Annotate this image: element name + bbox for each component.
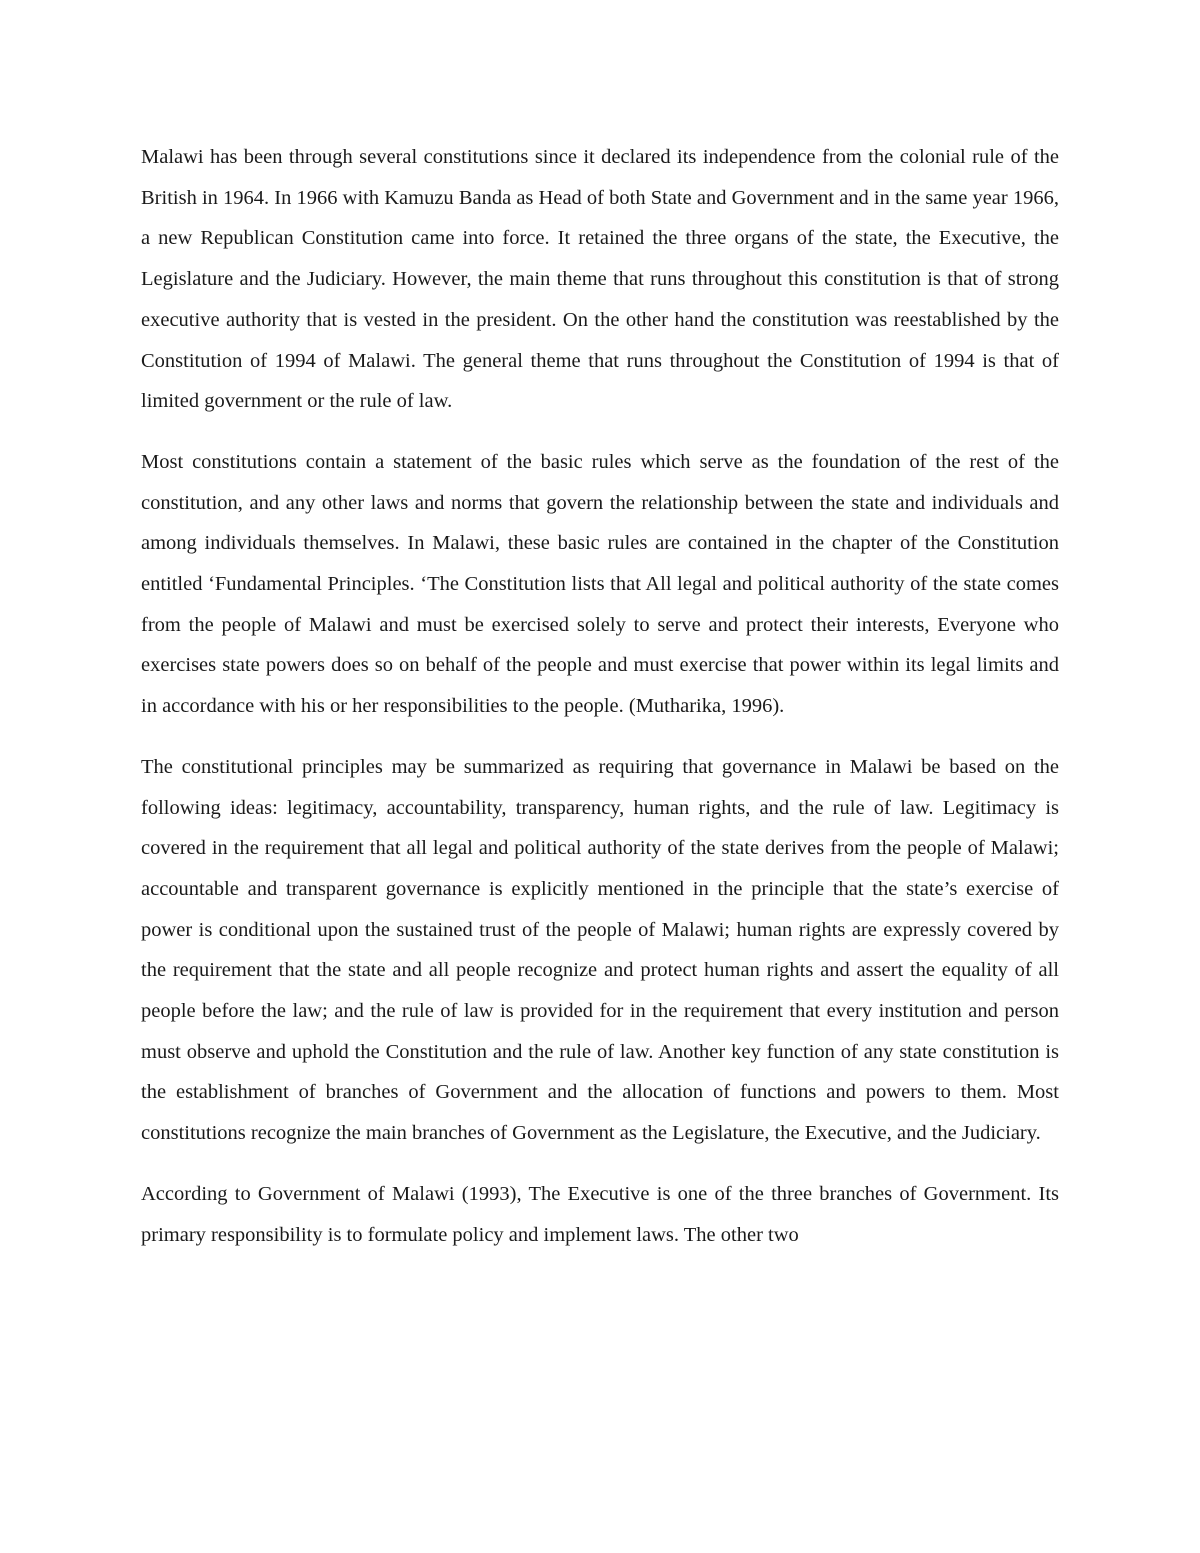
paragraph-fundamental-principles: Most constitutions contain a statement of the basic rules which serve as the foundation of the rest of the constitution, and any other laws and norms that govern the relationship between the state and individuals and among individuals themselves. In Malawi, these basic rules are contained in the chapter of the Constitution entitled ‘Fundamental Principles. ‘The Constitution lists that All legal and political authority of the state comes from the people of Malawi and must be exercised solely to serve and protect their interests, Everyone who exercises state powers does so on behalf of the people and must exercise that power within its legal limits and in accordance with his or her responsibilities to the people. (Mutharika, 1996). (141, 450, 1059, 718)
paragraph-governance-principles: The constitutional principles may be summarized as requiring that governance in Malawi be based on the following ideas: legitimacy, accountability, transparency, human rights, and the rule of law. Legitimacy is covered in the requirement that all legal and political authority of the state derives from the people of Malawi; accountable and transparent governance is explicitly mentioned in the principle that the state’s exercise of power is conditional upon the sustained trust of the people of Malawi; human rights are expressly covered by the requirement that the state and all people recognize and protect human rights and assert the equality of all people before the law; and the rule of law is provided for in the requirement that every institution and person must observe and uphold the Constitution and the rule of law. Another key function of any state constitution is the establishment of branches of Government and the allocation of functions and powers to them. Most constitutions recognize the main branches of Government as the Legislature, the Executive, and the Judiciary. (141, 755, 1059, 1145)
paragraph-constitution-history: Malawi has been through several constitutions since it declared its independence from the colonial rule of the British in 1964. In 1966 with Kamuzu Banda as Head of both State and Government and in the same year 1966, a new Republican Constitution came into force. It retained the three organs of the state, the Executive, the Legislature and the Judiciary. However, the main theme that runs throughout this constitution is that of strong executive authority that is vested in the president. On the other hand the constitution was reestablished by the Constitution of 1994 of Malawi. The general theme that runs throughout the Constitution of 1994 is that of limited government or the rule of law. (141, 146, 1059, 413)
paragraph-executive-branch: According to Government of Malawi (1993), The Executive is one of the three branches of Government. Its primary responsibility is to formulate policy and implement laws. The other two (141, 1182, 1059, 1246)
document-body (141, 137, 1059, 1275)
